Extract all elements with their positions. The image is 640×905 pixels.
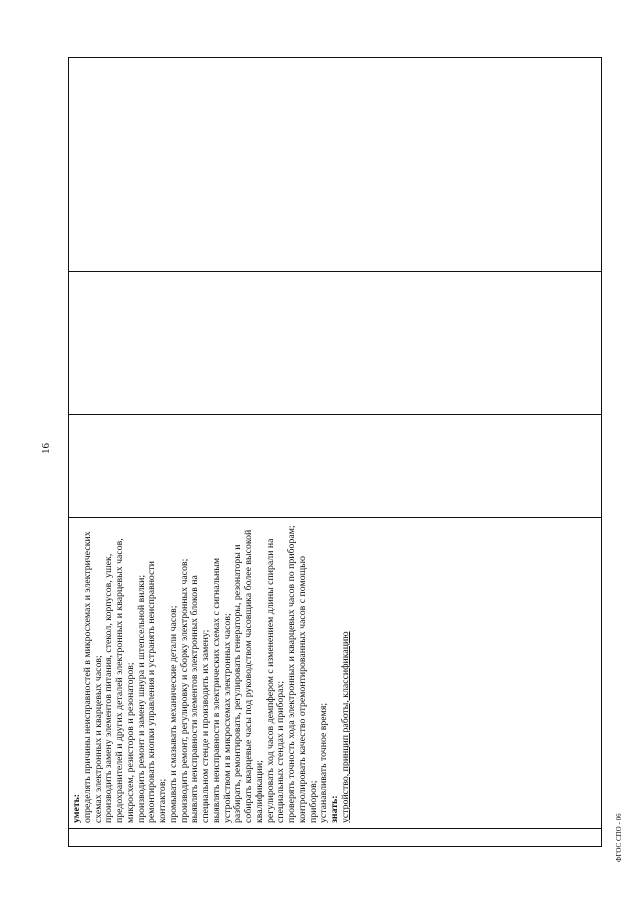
skill-item: регулировать ход часов демпфером с изменением длины спирали на специальных стендах и приборах; <box>264 538 287 823</box>
skill-item: выявлять неисправности в электрических схемах с сигнальным устройством и в микросхемах электронных часов; <box>210 557 233 823</box>
page-number: 16 <box>40 443 52 454</box>
skill-item: производить ремонт и замену шнура и штепсельной вилки; <box>135 574 147 823</box>
table-column-discipline <box>69 414 601 517</box>
skill-item: разбирать, ремонтировать, регулировать генераторы, резонаторы и собирать кварцевые часы под руководством часовщика более высокой квалификации; <box>232 529 265 823</box>
skill-item: ремонтировать кнопки управления и устранять неисправности контактов; <box>146 561 168 823</box>
knowledge-heading: знать: <box>329 795 340 823</box>
knowledge-item: устройство, принцип работы, классификацию <box>339 631 351 823</box>
table-column-competencies <box>69 58 601 271</box>
table-column-code <box>69 828 601 846</box>
skill-item: производить ремонт, регулировку и сборку электронных часов; <box>178 558 190 823</box>
table-column-skills-knowledge <box>69 517 601 828</box>
skill-item: устанавливать точное время; <box>318 702 330 823</box>
skill-item: производить замену элементов питания, стекол, корпусов, ушек, предохранителей и других деталей электронных и кварцевых часов, микросхем, резисторов и резонаторов; <box>103 538 136 823</box>
competency-table-wrapper <box>68 57 602 847</box>
skill-item: промывать и смазывать механические детали часов; <box>167 605 179 823</box>
competency-table <box>68 57 602 847</box>
skill-item: проверять точность хода электронных и кварцевых часов по приборам; <box>286 525 297 823</box>
skill-item: выявлять неисправности элементов электронных блоков на специальном стенде и производить их замену; <box>189 575 211 823</box>
table-column-index <box>69 271 601 414</box>
skill-item: определять причины неисправностей в микросхемах и электрических схемах электронных и кварцевых часов; <box>81 531 104 823</box>
footer-label: ФГОС СПО - 06 <box>615 813 623 862</box>
skill-item: контролировать качество отремонтированных часов с помощью приборов; <box>296 556 319 823</box>
skills-heading: уметь: <box>71 793 82 823</box>
